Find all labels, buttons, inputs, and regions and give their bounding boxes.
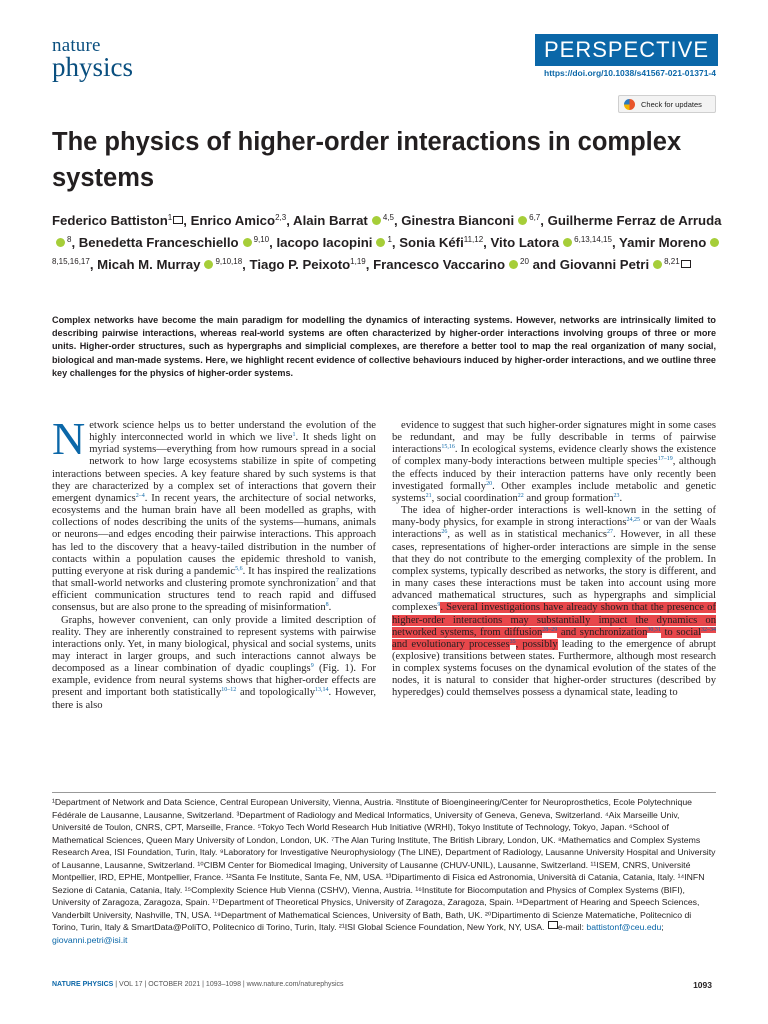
- reference-citation[interactable]: 24,25: [626, 517, 640, 524]
- body-column-right: [392, 420, 716, 700]
- reference-citation[interactable]: 2–4: [135, 492, 145, 499]
- body-text: or van der Waals interactions: [392, 517, 717, 541]
- reference-citation[interactable]: 21: [425, 492, 432, 499]
- doi-link[interactable]: https://doi.org/10.1038/s41567-021-01371-4: [544, 68, 716, 78]
- affiliations-text: ¹Department of Network and Data Science, Central European University, Vienna, Austria. ²Institute of Bioengineering/Center for Neuroprosthetics, Ecole Polytechnique Fédérale de Lausanne, Lausanne, Switzerland. ³Department of Radiology and Medical Informatics, University of Geneva, Geneva, Switzerland. ⁴Aix Marseille Univ, Université de Toulon, CNRS, CPT, Marseille, France. ⁵Tokyo Tech World Research Hub Initiative (WRHI), Tokyo Institute of Technology, Tokyo, Japan. ⁶School of Mathematical Sciences, Queen Mary University of London, London, UK. ⁷The Alan Turing Institute, The British Library, London, UK. ⁸Mathematics and Complex Systems Research Area, ISI Foundation, Turin, Italy. ⁹Laboratory for Investigative Neurophysiology (The LINE), Department of Radiology, Lausanne University Hospital and University of Lausanne, Lausanne, Switzerland. ¹⁰CIBM Center for Biomedical Imaging, University of Lausanne (CHUV-UNIL), Lausanne, Switzerland. ¹¹ISEM, CNRS, Université Montpellier, IRD, EPHE, Montpellier, France. ¹²Santa Fe Institute, Santa Fe, NM, USA. ¹³Dipartimento di Fisica ed Astronomia, Università di Catania, Catania, Italy. ¹⁴INFN Sezione di Catania, Catania, Italy. ¹⁵Complexity Science Hub Vienna (CSHV), Vienna, Austria. ¹⁶Institute for Biocomputation and Physics of Complex Systems (BIFI), University of Zaragoza, Zaragoza, Spain. ¹⁷Department of Theoretical Physics, University of Zaragoza, Zaragoza, Spain. ¹⁸Department of Hearing and Speech Sciences, Vanderbilt University, Nashville, TN, USA. ¹⁹Department of Mathematical Sciences, University of Bath, Bath, UK. ²⁰Dipartimento di Scienze Matematiche, Politecnico di Torino, Turin, Italy & SmartData@PoliTO, Politecnico di Torino, Turin, Italy. ²¹ISI Global Science Foundation, New York, NY, USA.: [52, 797, 716, 933]
- author-name[interactable]: Alain Barrat: [293, 213, 368, 228]
- body-text: Graphs, however convenient, can only provide a limited description of reality. They are inherently constrained to represent systems with pairwise interactions only. Yet, in many biological, physical and social systems, units may interact in larger groups, and such interactions cannot always be decomposed as a linear combination of dyadic couplings: [52, 614, 376, 675]
- orcid-icon[interactable]: [563, 238, 572, 247]
- article-type-banner: PERSPECTIVE: [535, 34, 718, 66]
- author-name[interactable]: Micah M. Murray: [97, 257, 201, 272]
- author-separator: and: [528, 257, 560, 272]
- envelope-icon: [548, 921, 558, 929]
- author-affiliation-sup: 6,13,14,15: [574, 235, 612, 244]
- body-text: . However, there is also: [52, 687, 376, 711]
- author-separator: ,: [242, 257, 250, 272]
- author-affiliation-sup: 8: [67, 235, 72, 244]
- envelope-icon: [681, 260, 691, 268]
- orcid-icon[interactable]: [509, 260, 518, 269]
- body-paragraph: [52, 615, 376, 712]
- author-affiliation-sup: 2,3: [275, 213, 287, 222]
- orcid-icon[interactable]: [653, 260, 662, 269]
- body-text: . Other examples include metabolic and genetic systems: [392, 480, 716, 504]
- body-text: . In recent years, the architecture of social networks, ecosystems and the human brain have all been modelled as graphs, with collections of nodes describing the units of the systems—humans, animals or neurons—and edges encoding their pairwise interactions. This approach has led to the discovery that a heavy-tailed distribution in the number of contacts within a population causes the epidemic threshold to vanish, putting everyone at risk during a pandemic: [52, 492, 376, 577]
- body-column-left: [52, 413, 376, 712]
- body-text: . However, in all these cases, representations of higher-order interactions are simple in the sense that they do not contribute to the emerging complexity of the problem. In complex systems, typically described as networks, the story is different, and in many cases these interactions must be taken into account using more advanced mathematical structures, such as hypergraphs and simplicial complexes: [392, 529, 717, 614]
- author-separator: ,: [483, 235, 491, 250]
- author-affiliation-sup: 8,21: [664, 257, 680, 266]
- author-affiliation-sup: 6,7: [529, 213, 541, 222]
- abstract: Complex networks have become the main paradigm for modelling the dynamics of interacting systems. However, networks are intrinsically limited to describing pairwise interactions, whereas real-world systems are often characterized by higher-order interactions involving groups of three or more units. Higher-order structures, such as hypergraphs and simplicial complexes, are therefore a better tool to map the real organization of many social, biological and man-made systems. Here, we highlight recent evidence of collective behaviours induced by higher-order interactions, and we outline three key challenges for the physics of higher-order systems.: [52, 315, 716, 378]
- author-separator: ,: [89, 257, 98, 272]
- crossmark-icon: [624, 99, 635, 110]
- drop-cap: N: [52, 413, 86, 464]
- article-title: The physics of higher-order interactions in complex systems: [52, 128, 682, 192]
- body-text: and topologically: [236, 687, 316, 699]
- email-separator: ;: [661, 922, 664, 933]
- email-link-petri[interactable]: giovanni.petri@isi.it: [52, 935, 128, 946]
- check-for-updates-label: Check for updates: [641, 100, 702, 109]
- body-text: evidence to suggest that such higher-order signatures might in some cases be redundant, and may be fully describable in terms of pairwise interactions: [392, 420, 716, 456]
- author-name[interactable]: Guilherme Ferraz de Arruda: [547, 213, 722, 228]
- author-name[interactable]: Iacopo Iacopini: [276, 235, 373, 250]
- author-affiliation-sup: 20: [520, 257, 529, 266]
- footer-journal: NATURE PHYSICS: [52, 981, 114, 988]
- reference-citation[interactable]: 13,14: [315, 687, 329, 694]
- email-label: e-mail:: [557, 922, 587, 933]
- body-paragraph: [392, 420, 716, 505]
- check-for-updates-button[interactable]: [618, 95, 716, 113]
- author-name[interactable]: Yamir Moreno: [619, 235, 707, 250]
- body-text: , as well as in statistical mechanics: [447, 529, 607, 541]
- author-separator: ,: [269, 235, 277, 250]
- envelope-icon: [173, 216, 183, 224]
- reference-citation[interactable]: 32–34: [701, 626, 717, 633]
- author-separator: ,: [611, 235, 620, 250]
- reference-citation[interactable]: 27: [607, 529, 613, 536]
- author-affiliation-sup: 1: [167, 213, 173, 222]
- email-link-battiston[interactable]: battistonf@ceu.edu: [586, 922, 662, 933]
- affiliations-footnote: [52, 796, 716, 947]
- orcid-icon[interactable]: [204, 260, 213, 269]
- author-separator: ,: [183, 213, 191, 228]
- author-list: [52, 210, 722, 276]
- author-name[interactable]: Enrico Amico: [190, 213, 276, 228]
- reference-citation[interactable]: 8: [325, 602, 329, 609]
- reference-citation[interactable]: 23: [613, 492, 620, 499]
- author-separator: ,: [286, 213, 294, 228]
- reference-citation[interactable]: 9: [437, 602, 441, 609]
- footer-info: | VOL 17 | OCTOBER 2021 | 1093–1098 | www.nature.com/naturephysics: [113, 981, 344, 988]
- author-name[interactable]: Francesco Vaccarino: [373, 257, 506, 272]
- body-text: leading to the emergence of abrupt (explosive) transitions between states. Furthermore, although most research in complex systems focuses on the dynamical evolution of the states of the nodes, it is natural to consider that higher-order structures (described by hyperedges) could themselves possess a dynamical state, leading to: [392, 638, 717, 699]
- reference-citation[interactable]: 35: [509, 638, 516, 645]
- orcid-icon[interactable]: [372, 216, 381, 225]
- reference-citation[interactable]: 5,6: [235, 565, 243, 572]
- reference-citation[interactable]: 7: [335, 578, 339, 585]
- author-name[interactable]: Vito Latora: [490, 235, 560, 250]
- body-text: .: [328, 602, 332, 614]
- author-affiliation-sup: 8,15,16,17: [52, 257, 90, 266]
- body-text: . It sheds light on myriad systems—everything from how rumours spread in a social network to how large ecosystems stabilize in spite of competing interactions between species. A key feature shared by such systems is that they are characterized by a complex set of interactions that govern their emergent dynamics: [52, 432, 376, 504]
- author-separator: ,: [393, 213, 402, 228]
- body-paragraph: [392, 505, 716, 700]
- page-footer: [52, 981, 344, 988]
- reference-citation[interactable]: 30,31: [647, 626, 661, 633]
- orcid-icon[interactable]: [56, 238, 65, 247]
- orcid-icon[interactable]: [518, 216, 527, 225]
- author-affiliation-sup: 1: [387, 235, 392, 244]
- reference-citation[interactable]: 17–19: [657, 456, 673, 463]
- body-text: .: [619, 492, 623, 504]
- reference-citation[interactable]: 10–12: [221, 687, 237, 694]
- footnote-divider: [52, 792, 716, 793]
- page-number: 1093: [693, 980, 712, 990]
- body-text: . In ecological systems, evidence clearly shows the existence of complex many-body interactions between multiple species: [392, 444, 716, 468]
- highlighted-text: and evolutionary processes: [392, 638, 510, 650]
- reference-citation[interactable]: 9: [310, 663, 314, 670]
- body-text: etwork science helps us to better understand the evolution of the highly interconnected world in which we live: [89, 420, 376, 444]
- body-text: , social coordination: [431, 492, 518, 504]
- reference-citation[interactable]: 15,16: [441, 444, 455, 451]
- author-name[interactable]: Benedetta Franceschiello: [78, 235, 239, 250]
- highlighted-text: and synchronization: [557, 626, 648, 638]
- highlighted-text: , possibly: [515, 638, 558, 650]
- reference-citation[interactable]: 28–29: [542, 626, 558, 633]
- logo-line-nature: nature: [52, 35, 101, 56]
- orcid-icon[interactable]: [243, 238, 252, 247]
- author-affiliation-sup: 9,10,18: [215, 257, 243, 266]
- author-separator: ,: [540, 213, 548, 228]
- body-text: and that efficient communication structures tend to reach rapid and diffused consensus, but are also prone to the spreading of misinformation: [52, 578, 376, 614]
- body-text: (Fig. 1). For example, evidence from neural systems shows that higher-order effects are present and important both statistically: [52, 663, 376, 699]
- author-separator: ,: [365, 257, 374, 272]
- author-name[interactable]: Sonia Kéfi: [399, 235, 464, 250]
- body-text: , although the effects induced by their interaction patterns have only recently been investigated formally: [392, 456, 716, 492]
- reference-citation[interactable]: 26: [441, 529, 448, 536]
- reference-citation[interactable]: 1: [292, 432, 296, 439]
- highlighted-text: . Several investigations have already shown that the presence of higher-order interactions may substantially impact the dynamics on networked systems, from diffusion: [392, 602, 716, 638]
- author-separator: ,: [71, 235, 79, 250]
- body-text: and group formation: [523, 492, 614, 504]
- journal-logo: [52, 36, 133, 81]
- reference-citation[interactable]: 22: [517, 492, 524, 499]
- reference-citation[interactable]: 20: [486, 480, 493, 487]
- body-text: The idea of higher-order interactions is well-known in the setting of many-body physics, for example in strong interactions: [392, 505, 716, 529]
- highlighted-text: to social: [660, 626, 702, 638]
- author-name[interactable]: Ginestra Bianconi: [401, 213, 515, 228]
- author-name[interactable]: Giovanni Petri: [559, 257, 650, 272]
- author-name[interactable]: Tiago P. Peixoto: [249, 257, 351, 272]
- author-affiliation-sup: 11,12: [463, 235, 484, 244]
- body-paragraph: [52, 413, 376, 615]
- orcid-icon[interactable]: [376, 238, 385, 247]
- author-affiliation-sup: 9,10: [253, 235, 270, 244]
- author-separator: ,: [391, 235, 400, 250]
- body-text: . It has inspired the realizations that small-world networks and clustering promote synchronization: [52, 565, 376, 590]
- author-affiliation-sup: 4,5: [382, 213, 394, 222]
- logo-line-physics: physics: [52, 52, 133, 82]
- author-affiliation-sup: 1,19: [350, 257, 366, 266]
- orcid-icon[interactable]: [710, 238, 719, 247]
- author-name[interactable]: Federico Battiston: [52, 213, 168, 228]
